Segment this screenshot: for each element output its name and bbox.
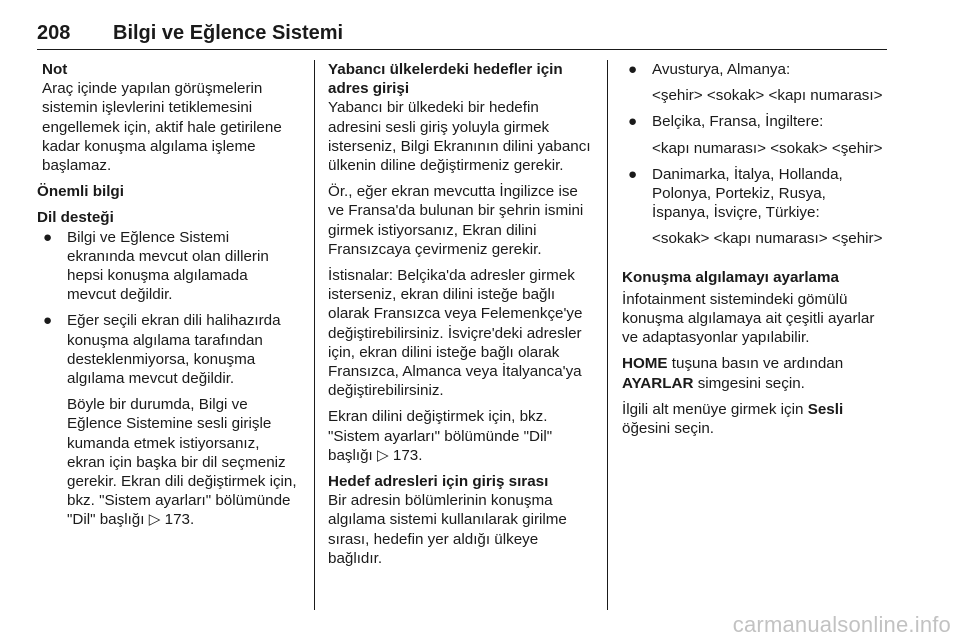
country-group: Danimarka, İtalya, Hollanda, Polonya, Portekiz, Rusya, İspanya, İsviçre, Türkiye: [652,165,843,222]
note-text: Araç içinde yapılan görüşmelerin sistemin işlevlerini tetiklemesini engellemek için, aktif hale getirilene kadar konuşma algılama işleme başlamaz. [42,80,282,175]
list-item [37,311,299,529]
paragraph [328,407,593,465]
paragraph-fragment: İlgili alt menüye girmek için [622,400,808,418]
list-item [37,228,299,305]
bullet-text: Bilgi ve Eğlence Sistemi ekranında mevcut olan dillerin hepsi konuşma algılamada mevcut değildir. [67,228,269,304]
list-item [622,112,887,157]
foreign-destinations-heading: Yabancı ülkelerdeki hedefler için adres girişi [328,61,563,98]
bullet-icon: ● [628,113,638,131]
address-order: <kapı numarası> <sokak> <şehir> [652,139,883,157]
language-support-heading: Dil desteği [37,209,114,227]
column-divider-2 [607,60,608,610]
page-ref-arrow-icon: ▷ [148,511,161,529]
list-item [622,165,887,249]
header-rule [37,49,887,50]
voice-label: Sesli [807,400,844,418]
bullet-extra-body: Böyle bir durumda, Bilgi ve Eğlence Sistemine sesli girişle kumanda etmek istiyorsanız, ekran için başka bir dil seçmeniz gerekir. Ekran dili değiştirmek için, bkz. "Sistem ayarları" bölümünde "Dil" başlığı [67,396,297,529]
paragraph-body: Ekran dilini değiştirmek için, bkz. "Sistem ayarları" bölümünde "Dil" başlığı [328,408,553,464]
entry-order-heading: Hedef adresleri için giriş sırası [328,473,549,491]
page-title: Bilgi ve Eğlence Sistemi [113,22,344,44]
paragraph [622,354,887,392]
bullet-icon: ● [43,228,53,246]
settings-label: AYARLAR [622,374,694,392]
list-item [622,60,887,105]
paragraph: İnfotainment sistemindeki gömülü konuşma algılamaya ait çeşitli ayarlar ve adaptasyonlar yapılabilir. [622,290,875,347]
watermark: carmanualsonline.info [732,612,951,637]
bullet-text: Eğer seçili ekran dili halihazırda konuşma algılama tarafından desteklenmiyorsa, konuşma algılama mevcut değildir. [67,312,281,388]
column-middle [328,60,593,568]
column-left [37,60,299,530]
paragraph [622,400,887,438]
note-box [37,60,299,175]
country-group: Avusturya, Almanya: [652,61,791,78]
paragraph-fragment: simgesini seçin. [693,374,805,392]
page-ref-link[interactable]: 173. [392,446,423,464]
speech-settings-heading: Konuşma algılamayı ayarlama [622,268,839,286]
note-title: Not [42,61,68,78]
column-divider-1 [314,60,315,610]
paragraph-fragment: öğesini seçin. [622,420,715,438]
page-number: 208 [37,22,71,44]
column-right [622,60,887,438]
page-header [37,22,887,50]
paragraph: İstisnalar: Belçika'da adresler girmek isterseniz, ekran dilini isteğe bağlı olarak Fransızca veya Felemenkçe'ye değiştirebilirsiniz. İsviçre'deki adresler için, ekran dilini isteğe bağlı olarak Fransızca, Almanca veya İtalyanca'ya değiştirebilirsiniz. [328,267,583,400]
bullet-icon: ● [43,312,53,330]
paragraph: Ör., eğer ekran mevcutta İngilizce ise ve Fransa'da bulunan bir şehrin ismini girmek istiyorsanız, Ekran dilini Fransızcaya çevirmeniz gerekir. [328,183,584,258]
bullet-icon: ● [628,165,638,183]
important-heading: Önemli bilgi [37,183,124,201]
address-order: <sokak> <kapı numarası> <şehir> [652,230,883,248]
page-ref-link[interactable]: 173. [164,511,195,529]
paragraph-fragment: tuşuna basın ve ardından [667,355,844,373]
bullet-extra-text [67,395,299,529]
page-ref-arrow-icon: ▷ [376,446,389,464]
bullet-icon: ● [628,61,638,78]
paragraph: Yabancı bir ülkedeki bir hedefin adresini sesli giriş yoluyla girmek isterseniz, Bilgi Ekranının dilini yabancı ülkenin diline değiştirmeniz gerekir. [328,99,591,175]
home-key-label: HOME [622,355,668,373]
country-group: Belçika, Fransa, İngiltere: [652,113,824,131]
paragraph: Bir adresin bölümlerinin konuşma algılama sistemi kullanılarak girilme sırası, hedefin yer aldığı ülkeye bağlıdır. [328,492,567,567]
address-order: <şehir> <sokak> <kapı numarası> [652,87,883,105]
